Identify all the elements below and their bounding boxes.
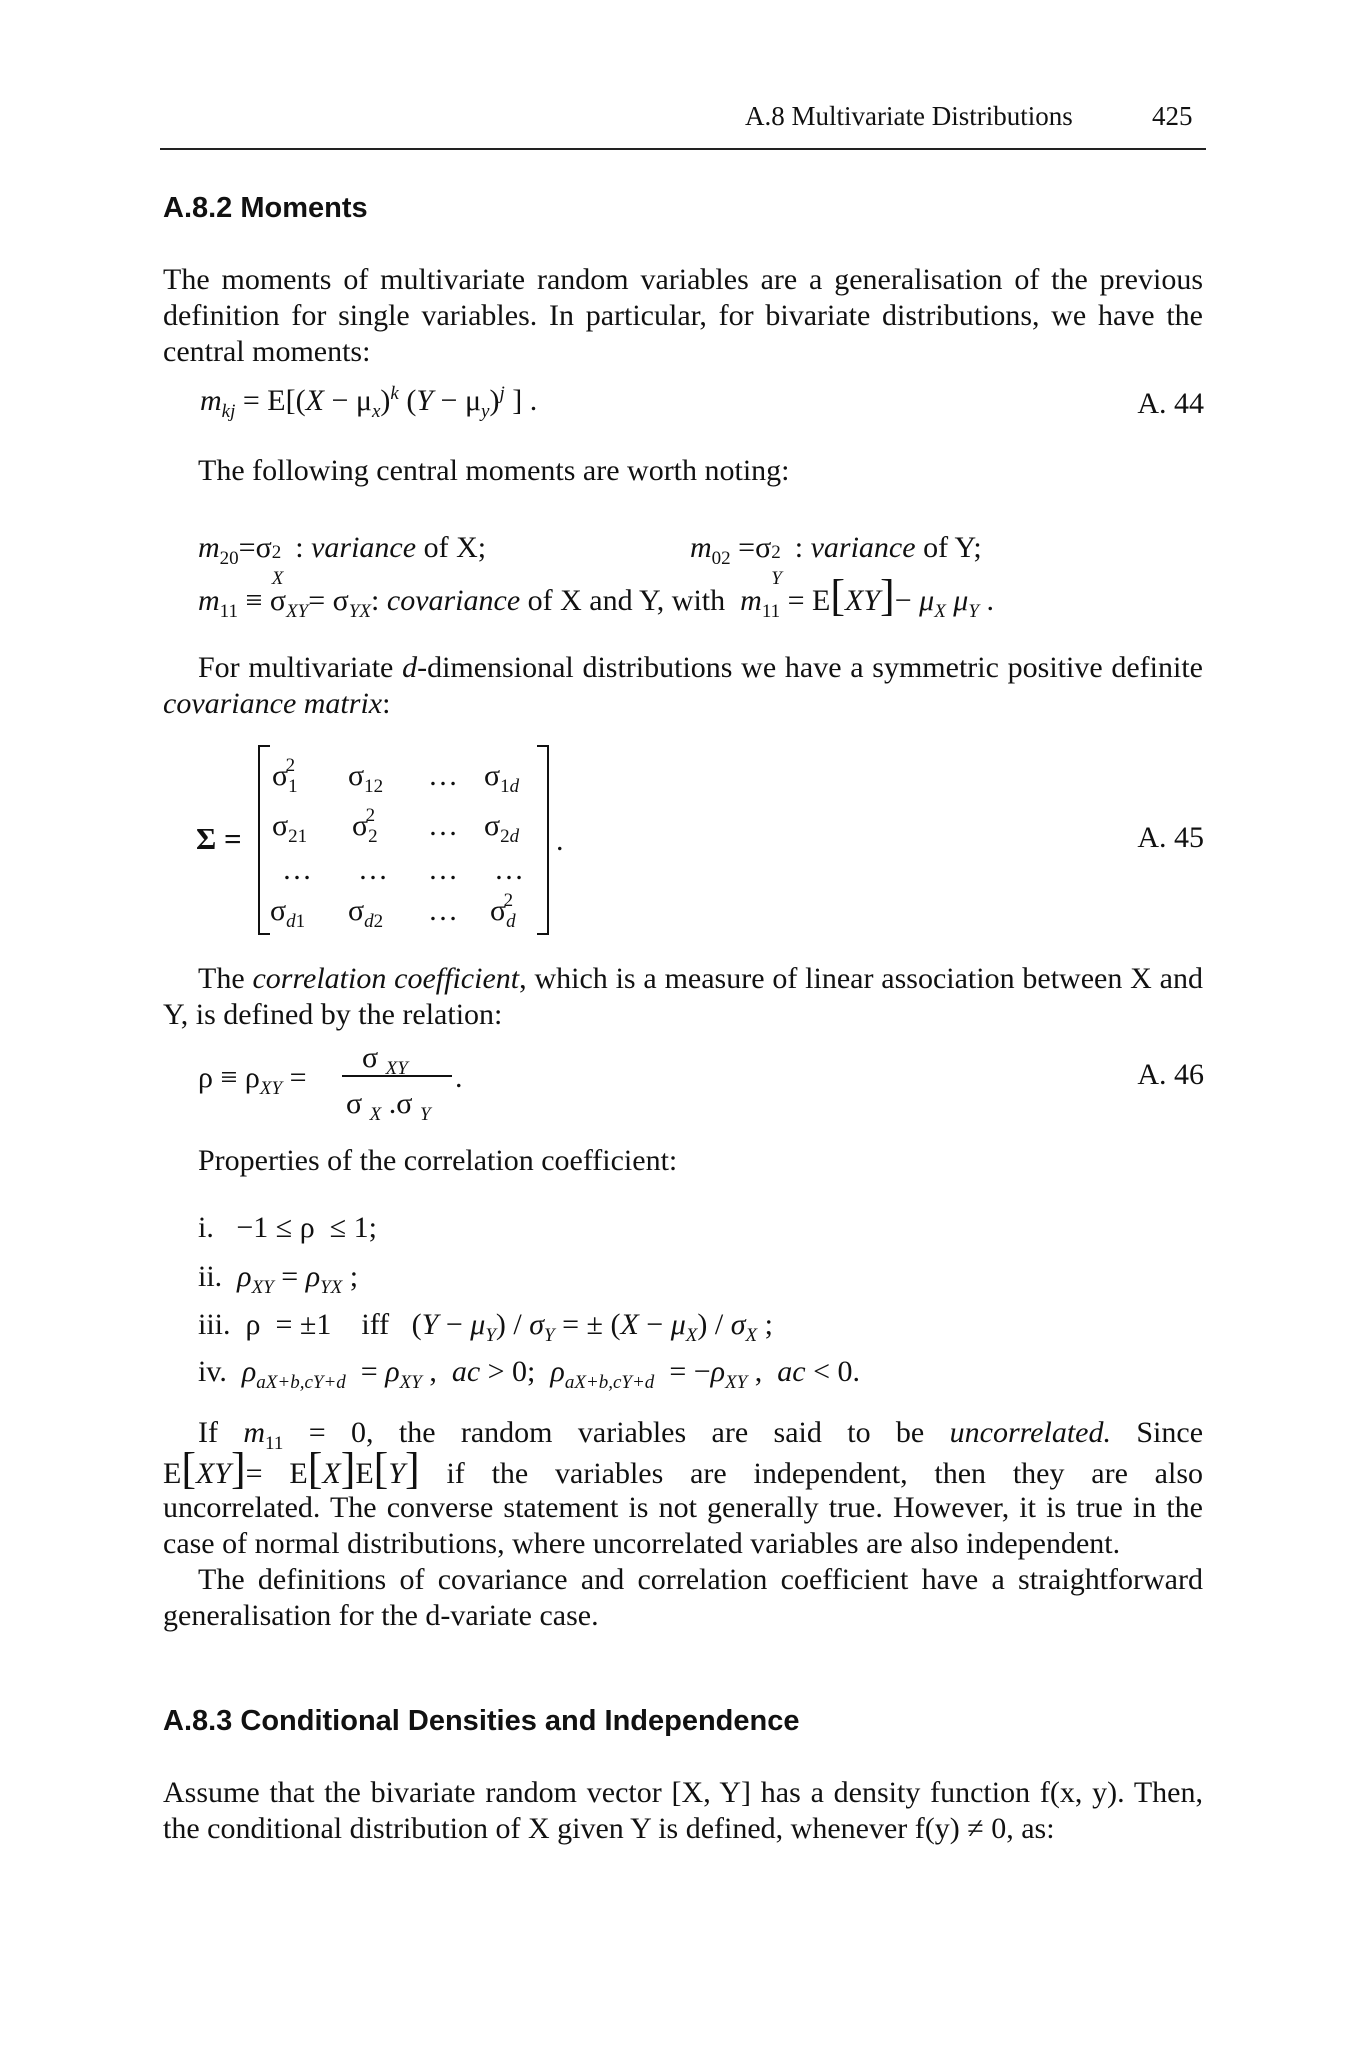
matrix-right-bracket: [537, 745, 549, 935]
paragraph-d-variate: The definitions of covariance and correlation coefficient have a straightforward generalisation for the d-variate case.: [163, 1563, 1203, 1632]
book-page: A.8 Multivariate Distributions 425 A.8.2 Moments The moments of multivariate random variables are a generalisation of the previous definition for single variables. In particular, for bivariate distributions, we have the central moments: $m_{kj} = E[(X - \mu_x)^k$ $(Y - \mu_y)^j$ ] . A. 44 The following central moments are worth noting: $m_{20}=\sigma$ 2 X : variance of X; $m_{02} =\sigma$ 2 Y : variance of Y; $m_{11} \equiv \sigma_{XY}= \sigma_{YX}$: covariance of X and Y, with $m_{11} = E[XY]- \mu_X$ $\mu_Y$ . For multivariate d-dimensional distributions we have a symmetric positive definite covariance matrix: Σ = $\sigma_1^2$ $\sigma_{12}$ … $\sigma_{1d}$ $\sigma_{21}$ $\sigma_2^2$ … $\sigma_{2d}$ … … … … $\sigma_{d1}$ $\sigma_{d2}$ … $\sigma_d^2$ . A. 45 The correlation coefficient, which is a measure of linear association between X and Y, is defined by the relation: $\rho \equiv \rho_{XY}$ = σ $_{XY}$ σ $_X$ .σ $_Y$ . A. 46 Properties of the correlation coefficient: i. −1 ≤ ρ ≤ 1; ii. $\rho_{XY} = \rho_{YX}$ ; iii. ρ = ±1 iff $(Y - \mu_Y) / \sigma_Y$ = ± $(X - \mu_X) / \sigma_X$ ; iv. $\rho_{aX+b,cY+d} = \rho_{XY}$ , ac > 0; $\rho_{aX+b,cY+d} = -\rho_{XY}$ , ac < 0. If $m_{11} = 0$, the random variables are said to be uncorrelated. Since E[XY]= E[X]E[Y] if the variables are independent, then they are also uncorrelated. The converse statement is not generally true. However, it is true in the case of normal distributions, where uncorrelated variables are also independent. The definitions of covariance and correlation coefficient have a straightforward generalisation for the d-variate case. A.8.3 Conditional Densities and Independence Assume that the bivariate random vector [X, Y] has a density function f(x, y). Then, the conditional distribution of X given Y is defined, whenever f(y) ≠ 0, as:: [0, 0, 1350, 2048]
property-item-1: i. −1 ≤ ρ ≤ 1;: [198, 1211, 377, 1244]
paragraph-conditional-intro: Assume that the bivariate random vector [X, Y] has a density function f(x, y). Then, the conditional distribution of X given Y is defined, whenever f(y) ≠ 0, as:: [163, 1776, 1203, 1845]
matrix-left-bracket: [258, 745, 270, 935]
moment-m02: $m_{02} =\sigma$ 2 Y : variance of Y;: [690, 531, 982, 589]
paragraph-covariance-matrix: For multivariate d-dimensional distributions we have a symmetric positive definite covariance matrix:: [163, 651, 1203, 720]
running-title: A.8 Multivariate Distributions: [745, 101, 1073, 131]
section-heading-moments: A.8.2 Moments: [163, 192, 368, 224]
page-number: 425: [1152, 101, 1193, 131]
equation-central-moments: $m_{kj} = E[(X - \mu_x)^k$ $(Y - \mu_y)^j$ ] .: [200, 383, 538, 422]
paragraph-moments-intro: The moments of multivariate random variables are a generalisation of the previous definition for single variables. In particular, for bivariate distributions, we have the central moments:: [163, 263, 1203, 368]
equation-number-a44: A. 44: [1137, 387, 1204, 420]
paragraph-central-moments-noting: The following central moments are worth noting:: [198, 454, 790, 487]
equation-number-a45: A. 45: [1137, 821, 1204, 854]
moment-m20: $m_{20}=\sigma$ 2 X : variance of X;: [198, 531, 487, 589]
property-item-4: iv. $\rho_{aX+b,cY+d} = \rho_{XY}$ , ac > 0; $\rho_{aX+b,cY+d} = -\rho_{XY}$ , ac < 0.: [198, 1355, 860, 1393]
paragraph-correlation-coefficient: The correlation coefficient, which is a measure of linear association between X and Y, is defined by the relation:: [163, 962, 1203, 1031]
variance-term-x: variance: [311, 531, 417, 564]
section-heading-conditional-densities: A.8.3 Conditional Densities and Independence: [163, 1705, 800, 1737]
property-item-3: iii. ρ = ±1 iff $(Y - \mu_Y) / \sigma_Y$ = ± $(X - \mu_X) / \sigma_X$ ;: [198, 1308, 773, 1346]
covariance-term: covariance: [386, 584, 521, 617]
property-item-2: ii. $\rho_{XY} = \rho_{YX}$ ;: [198, 1260, 359, 1298]
paragraph-uncorrelated-rest: uncorrelated. The converse statement is not generally true. However, it is true in the case of normal distributions, where uncorrelated variables are also independent.: [163, 1491, 1203, 1560]
of-y-text: of Y;: [915, 531, 982, 564]
header-rule: [160, 148, 1206, 150]
covariance-tail: of X and Y, with: [520, 584, 726, 617]
moment-m11: $m_{11} \equiv \sigma_{XY}= \sigma_{YX}$: covariance of X and Y, with $m_{11} = E[XY]- \mu_X$ $\mu_Y$ .: [198, 571, 994, 622]
variance-term-y: variance: [810, 531, 916, 564]
paragraph-uncorrelated-line1: If $m_{11} = 0$, the random variables are said to be uncorrelated. Since: [198, 1416, 1204, 1454]
equation-number-a46: A. 46: [1137, 1058, 1204, 1091]
paragraph-uncorrelated-line2: E[XY]= E[X]E[Y] if the variables are independent, then they are also: [163, 1444, 1204, 1493]
of-x-text: of X;: [416, 531, 487, 564]
paragraph-properties-heading: Properties of the correlation coefficient:: [198, 1144, 678, 1177]
